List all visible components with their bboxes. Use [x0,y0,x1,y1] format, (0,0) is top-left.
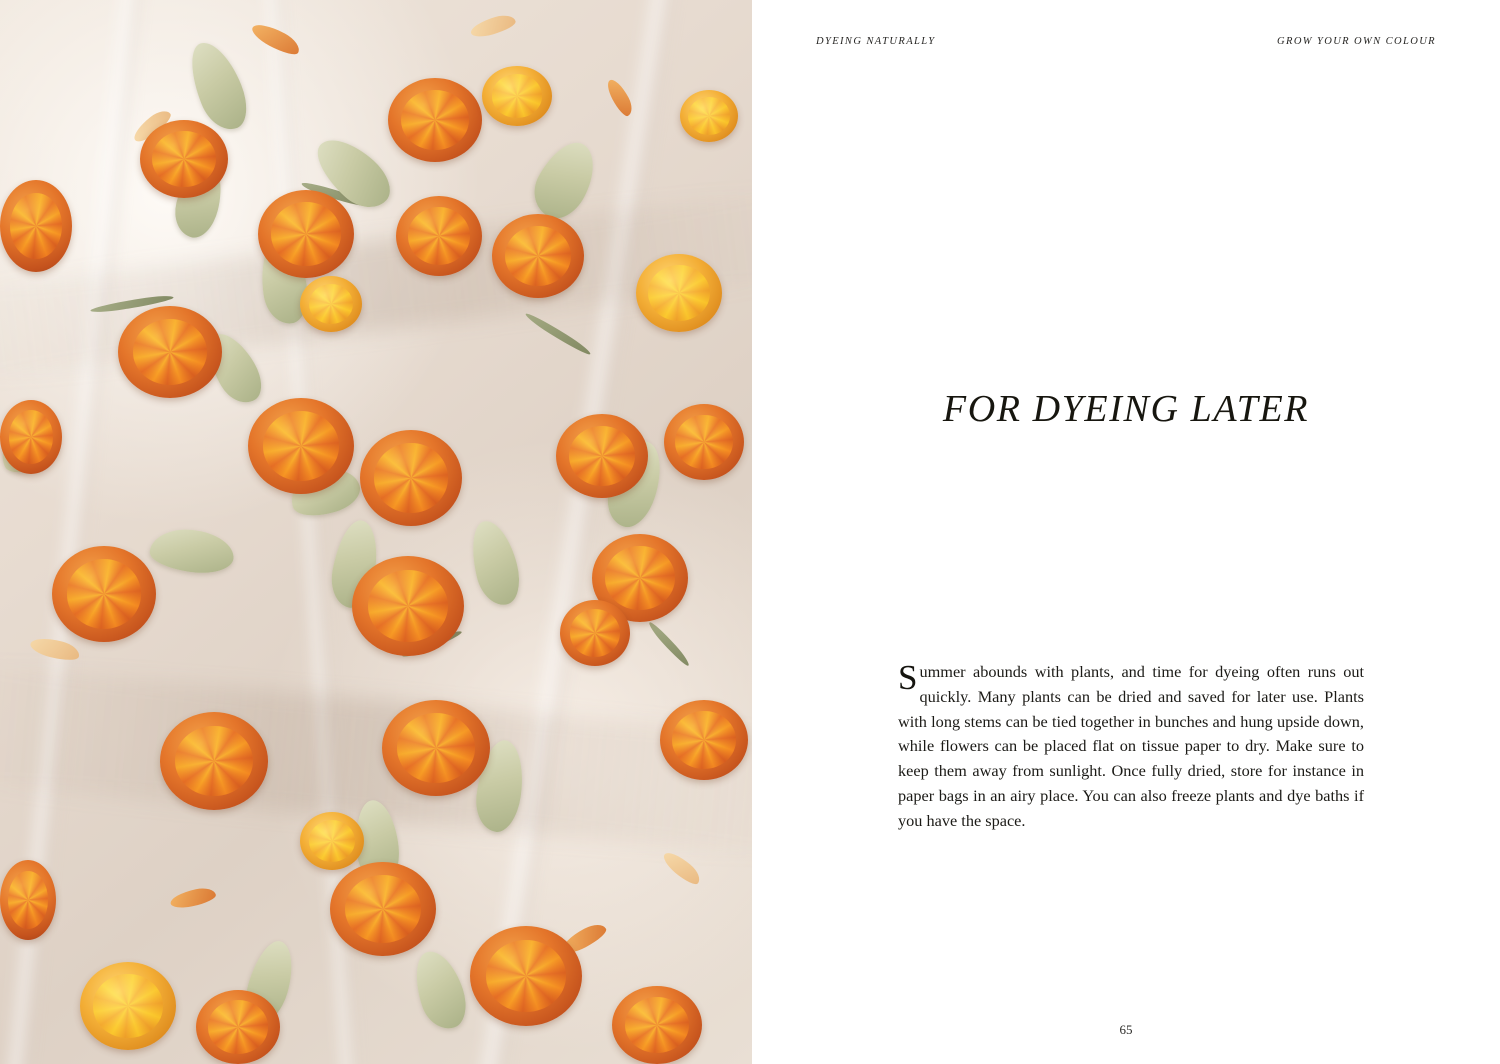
marigold-bloom [612,986,702,1064]
running-head-right: GROW YOUR OWN COLOUR [1277,36,1436,47]
marigold-bloom [636,254,722,332]
marigold-bloom [258,190,354,278]
petal [169,885,217,910]
stem-fragment [524,310,593,357]
marigold-bloom [300,276,362,332]
marigold-bloom [470,926,582,1026]
marigold-bloom [0,180,72,272]
drop-cap: S [898,658,918,697]
text-page [752,0,1500,1064]
marigold-bloom [352,556,464,656]
flower-bud [464,516,526,610]
marigold-bloom [360,430,462,526]
marigold-bloom [196,990,280,1064]
marigold-bloom [482,66,552,126]
body-text: ummer abounds with plants, and time for dyeing often runs out quickly. Many plants can be dried and saved for later use. Plants with long stems can be tied together in bunches and hung upside down, while flowers can be placed flat on tissue paper to dry. Make sure to keep them away from sunlight. Once fully dried, store for instance in paper bags in an airy place. You can also freeze plants and dye baths if you have the space. [898,662,1364,830]
marigold-bloom [382,700,490,796]
petal [469,12,518,40]
marigold-bloom [492,214,584,298]
marigold-bloom [52,546,156,642]
body-paragraph [898,660,1364,833]
marigold-bloom [80,962,176,1050]
marigold-bloom [388,78,482,162]
marigold-bloom [330,862,436,956]
marigold-bloom [0,860,56,940]
marigold-bloom [680,90,738,142]
marigold-bloom [664,404,744,480]
petal [660,848,704,889]
stem-fragment [647,620,692,668]
flower-bud [148,526,236,577]
marigold-bloom [140,120,228,198]
marigold-bloom [560,600,630,666]
marigold-bloom [660,700,748,780]
flower-bud [407,945,474,1035]
marigold-bloom [118,306,222,398]
running-head-left: DYEING NATURALLY [816,36,936,47]
page-title: FOR DYEING LATER [942,388,1310,431]
marigold-bloom [556,414,648,498]
marigold-bloom [0,400,62,474]
marigold-bloom [248,398,354,494]
running-heads [816,36,1436,47]
marigold-bloom [396,196,482,276]
page-number: 65 [1119,1022,1133,1037]
marigold-bloom [160,712,268,810]
marigold-bloom [300,812,364,870]
